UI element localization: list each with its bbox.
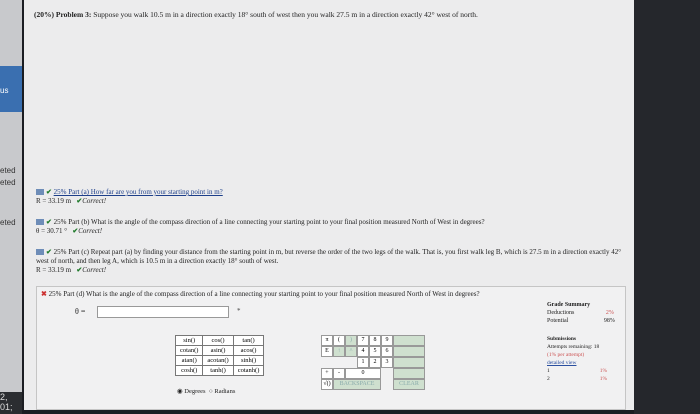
sidebar-label: us — [0, 86, 9, 95]
part-c-answer: R = 33.19 m — [36, 266, 72, 274]
fn-key[interactable]: cosh() — [176, 366, 203, 376]
submission-penalty: 1% — [599, 376, 608, 382]
expand-icon[interactable] — [36, 249, 44, 255]
key-blank[interactable] — [393, 357, 425, 368]
fn-key[interactable]: cos() — [203, 336, 233, 346]
fn-key[interactable]: tanh() — [203, 366, 233, 376]
grade-summary — [547, 301, 615, 325]
key[interactable]: π — [321, 335, 333, 346]
fn-key[interactable]: sin() — [176, 336, 203, 346]
part-b-title: 25% Part (b) What is the angle of the compass direction of a line connecting your starting point to your final position measured North of West in degrees? — [53, 218, 485, 226]
angle-mode — [177, 387, 235, 395]
sqrt-key[interactable]: √() — [321, 379, 333, 390]
check-icon: ✔ — [46, 248, 52, 256]
potential-value: 98% — [603, 318, 615, 324]
problem-number: (20%) Problem 3: — [34, 10, 92, 19]
right-edge — [634, 0, 700, 414]
left-sidebar — [0, 0, 22, 414]
part-d — [36, 286, 626, 410]
problem-page — [24, 0, 634, 410]
sidebar-label: eted — [0, 218, 16, 227]
part-b-status: Correct! — [78, 227, 103, 235]
part-c-title: 25% Part (c) Repeat part (a) by finding your distance from the starting point in m, but reverse the order of the two legs of the walk. That is, you first walk leg B, which is 27.5 m in a direction exactly 42° west of north, and then leg A, which is 10.5 m in a direction exactly 18° south of west. — [36, 248, 622, 265]
key[interactable]: 6 — [381, 346, 393, 357]
submission-number: 2 — [547, 376, 550, 382]
answer-label: θ = — [75, 307, 86, 316]
key[interactable]: 3 — [381, 357, 393, 368]
key[interactable]: 7 — [357, 335, 369, 346]
submissions-title: Submissions — [547, 336, 577, 342]
key[interactable]: ) — [345, 335, 357, 346]
radians-radio[interactable]: ○ — [208, 388, 213, 395]
key-blank[interactable] — [393, 368, 425, 379]
backspace-key[interactable]: BACKSPACE — [333, 379, 381, 390]
part-d-title: 25% Part (d) What is the angle of the compass direction of a line connecting your starting point to your final position measured North of West in degrees? — [48, 290, 480, 298]
part-a-title[interactable]: 25% Part (a) How far are you from your starting point in m? — [53, 188, 223, 196]
check-icon: ✔ — [46, 188, 52, 196]
radians-label: Radians — [214, 388, 236, 395]
key-blank[interactable] — [393, 335, 425, 346]
fn-key[interactable]: acotan() — [203, 356, 233, 366]
fn-key[interactable]: asin() — [203, 346, 233, 356]
key[interactable]: ↑ — [333, 346, 345, 357]
attempts-remaining: Attempts remaining: 18 — [547, 344, 600, 350]
degrees-label: Degrees — [184, 388, 206, 395]
check-icon: ✔ — [46, 218, 52, 226]
function-keypad — [175, 335, 264, 376]
sidebar-label: eted — [0, 178, 16, 187]
potential-label: Potential — [547, 318, 569, 324]
problem-header — [34, 10, 478, 19]
cross-icon: ✖ — [41, 290, 47, 298]
part-b: ✔ 25% Part (b) What is the angle of the compass direction of a line connecting your starting point to your final position measured North of West in degrees? θ = 30.71 ° ✔Correct! — [36, 218, 485, 235]
submissions — [547, 335, 607, 383]
expand-icon[interactable] — [36, 219, 44, 225]
key[interactable]: E — [321, 346, 333, 357]
key[interactable]: ( — [333, 335, 345, 346]
fn-key[interactable]: acos() — [233, 346, 264, 356]
answer-input[interactable] — [97, 306, 229, 318]
part-d-question — [41, 290, 480, 298]
required-mark: * — [237, 307, 241, 315]
key[interactable]: - — [333, 368, 345, 379]
key[interactable]: 0 — [345, 368, 381, 379]
grade-title: Grade Summary — [547, 302, 591, 308]
part-a-answer: R = 33.19 m — [36, 197, 72, 205]
fn-key[interactable]: atan() — [176, 356, 203, 366]
part-c-status: Correct! — [82, 266, 107, 274]
submission-penalty: 1% — [599, 368, 608, 374]
problem-text: Suppose you walk 10.5 m in a direction exactly 18° south of west then you walk 27.5 m in a direction exactly 42° west of north. — [93, 10, 478, 19]
key-blank[interactable] — [393, 346, 425, 357]
key[interactable]: 5 — [369, 346, 381, 357]
part-c: ✔ 25% Part (c) Repeat part (a) by finding your distance from the starting point in m, but reverse the order of the two legs of the walk. That is, you first walk leg B, which is 27.5 m in a direction exactly 42° west of north, and then leg A, which is 10.5 m in a direction exactly 18° south of west. R = 33.19 m ✔Correct! — [36, 248, 622, 274]
key[interactable]: 2 — [369, 357, 381, 368]
fn-key[interactable]: cotan() — [176, 346, 203, 356]
deductions-label: Deductions — [547, 310, 575, 316]
part-a: ✔ 25% Part (a) How far are you from your starting point in m? R = 33.19 m ✔Correct! — [36, 188, 223, 205]
deductions-value: 2% — [605, 310, 614, 316]
key[interactable]: 4 — [357, 346, 369, 357]
sidebar-label: eted — [0, 166, 16, 175]
part-a-status: Correct! — [82, 197, 107, 205]
attempt-penalty: (1% per attempt) — [547, 352, 585, 358]
expand-icon[interactable] — [36, 189, 44, 195]
degrees-radio[interactable]: ◉ — [177, 388, 183, 395]
key[interactable]: 1 — [357, 357, 369, 368]
fn-key[interactable]: sinh() — [233, 356, 264, 366]
submission-number: 1 — [547, 368, 550, 374]
fn-key[interactable]: cotanh() — [233, 366, 264, 376]
fn-key[interactable]: tan() — [233, 336, 264, 346]
detailed-view-link[interactable]: detailed view — [547, 360, 577, 366]
key[interactable]: + — [321, 368, 333, 379]
key[interactable]: ^ — [345, 346, 357, 357]
clock-text: 2, 01; — [0, 392, 22, 414]
part-b-answer: θ = 30.71 ° — [36, 227, 68, 235]
clear-key[interactable]: CLEAR — [393, 379, 425, 390]
key[interactable]: 8 — [369, 335, 381, 346]
key[interactable]: 9 — [381, 335, 393, 346]
